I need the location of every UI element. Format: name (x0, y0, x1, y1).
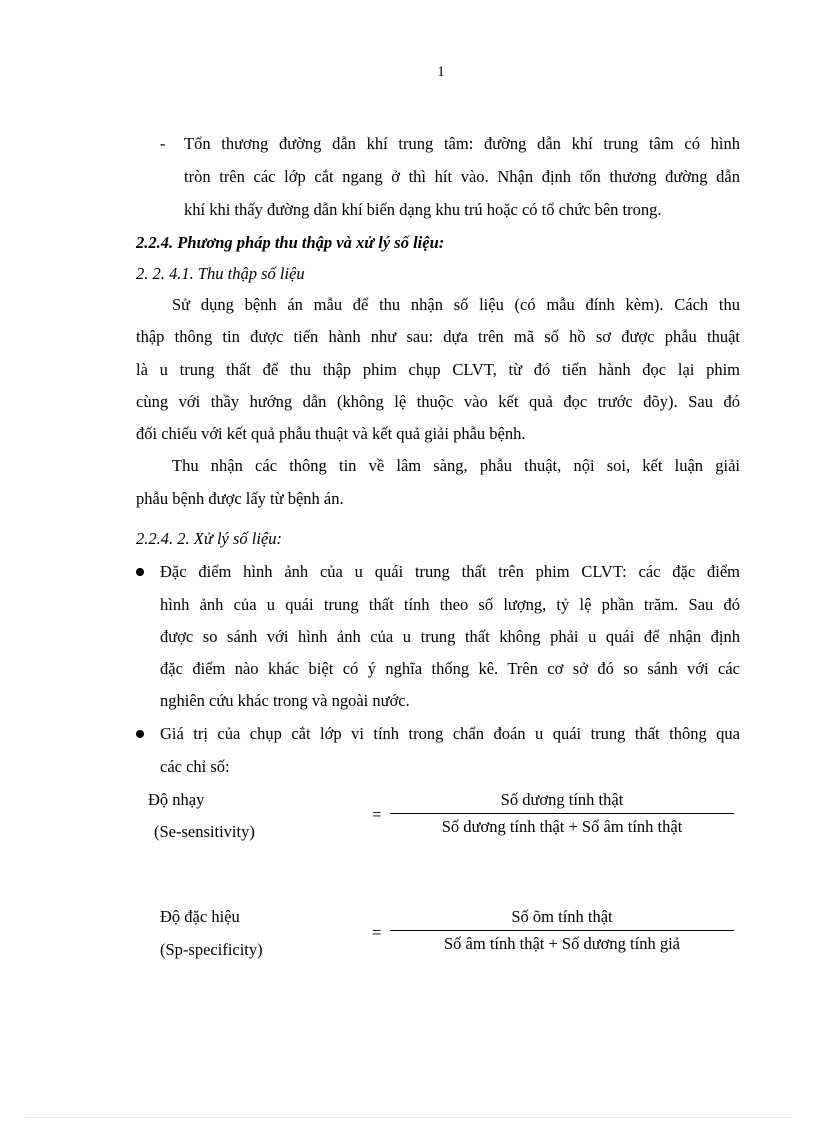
fraction-numerator: Số õm tính thật (511, 907, 613, 926)
paragraph-line: phẫu bệnh được lấy từ bệnh án. (136, 489, 344, 508)
page-bottom-divider (24, 1117, 792, 1118)
dash-item-line: khí khi thấy đường dẫn khí biến dạng khu trú hoặc có tổ chức bên trong. (184, 200, 662, 219)
fraction-bar (390, 930, 734, 931)
formula-sublabel: (Se-sensitivity) (154, 822, 255, 841)
paragraph-line: đối chiếu với kết quả phẫu thuật và kết quả giải phẫu bệnh. (136, 424, 526, 443)
formula-label: Độ nhạy (148, 790, 205, 809)
subsection-heading: 2.2.4. 2. Xử lý số liệu: (136, 529, 283, 548)
bullet-line: hình ảnh của u quái trung thất tính theo số lượng, tỷ lệ phần trăm. Sau đó (160, 595, 740, 614)
fraction-denominator: Số dương tính thật + Số âm tính thật (441, 817, 683, 836)
bullet-line: đặc điểm nào khác biệt có ý nghĩa thống kê. Trên cơ sở đó so sánh với các (160, 659, 740, 678)
section-heading: 2.2.4. Phương pháp thu thập và xử lý số liệu: (136, 233, 445, 252)
equals-sign: = (372, 923, 382, 942)
paragraph-line: Thu nhận các thông tin về lâm sàng, phẫu thuật, nội soi, kết luận giải (172, 456, 740, 475)
paragraph-line: thập thông tin được tiến hành như sau: dựa trên mã số hồ sơ được phẫu thuật (136, 327, 740, 346)
fraction-sensitivity (390, 789, 734, 838)
bullet-line: Giá trị của chụp cắt lớp vi tính trong chẩn đoán u quái trung thất thông qua (160, 724, 740, 743)
bullet-dot-icon (136, 730, 144, 738)
dash-marker: - (160, 134, 166, 153)
formula-label: Độ đặc hiệu (160, 907, 240, 926)
bullet-line: các chỉ số: (160, 757, 230, 776)
subsection-heading: 2. 2. 4.1. Thu thập số liệu (136, 264, 305, 283)
fraction-denominator: Số âm tính thật + Số dương tính giả (444, 934, 680, 953)
fraction-numerator: Số dương tính thật (500, 790, 624, 809)
bullet-line: được so sánh với hình ảnh của u trung thất không phải u quái để nhận định (160, 627, 740, 646)
paragraph-line: là u trung thất để thu thập phim chụp CLVT, từ đó tiến hành đọc lại phim (136, 360, 740, 379)
paragraph-line: Sử dụng bệnh án mẫu để thu nhận số liệu (có mẫu đính kèm). Cách thu (172, 295, 740, 314)
bullet-line: nghiên cứu khác trong và ngoài nước. (160, 691, 410, 710)
fraction-specificity (390, 906, 734, 955)
formula-sublabel: (Sp-specificity) (160, 940, 263, 959)
dash-item-line: tròn trên các lớp cắt ngang ở thì hít vào. Nhận định tổn thương đường dẫn (184, 167, 740, 186)
page-number: 1 (437, 64, 445, 80)
bullet-line: Đặc điểm hình ảnh của u quái trung thất trên phim CLVT: các đặc điểm (160, 562, 740, 581)
fraction-bar (390, 813, 734, 814)
dash-item-line: Tổn thương đường dẫn khí trung tâm: đường dẫn khí trung tâm có hình (184, 134, 740, 153)
paragraph-line: cùng với thầy hướng dẫn (không lệ thuộc vào kết quả đọc trước đõy). Sau đó (136, 392, 740, 411)
equals-sign: = (372, 805, 382, 824)
bullet-dot-icon (136, 568, 144, 576)
